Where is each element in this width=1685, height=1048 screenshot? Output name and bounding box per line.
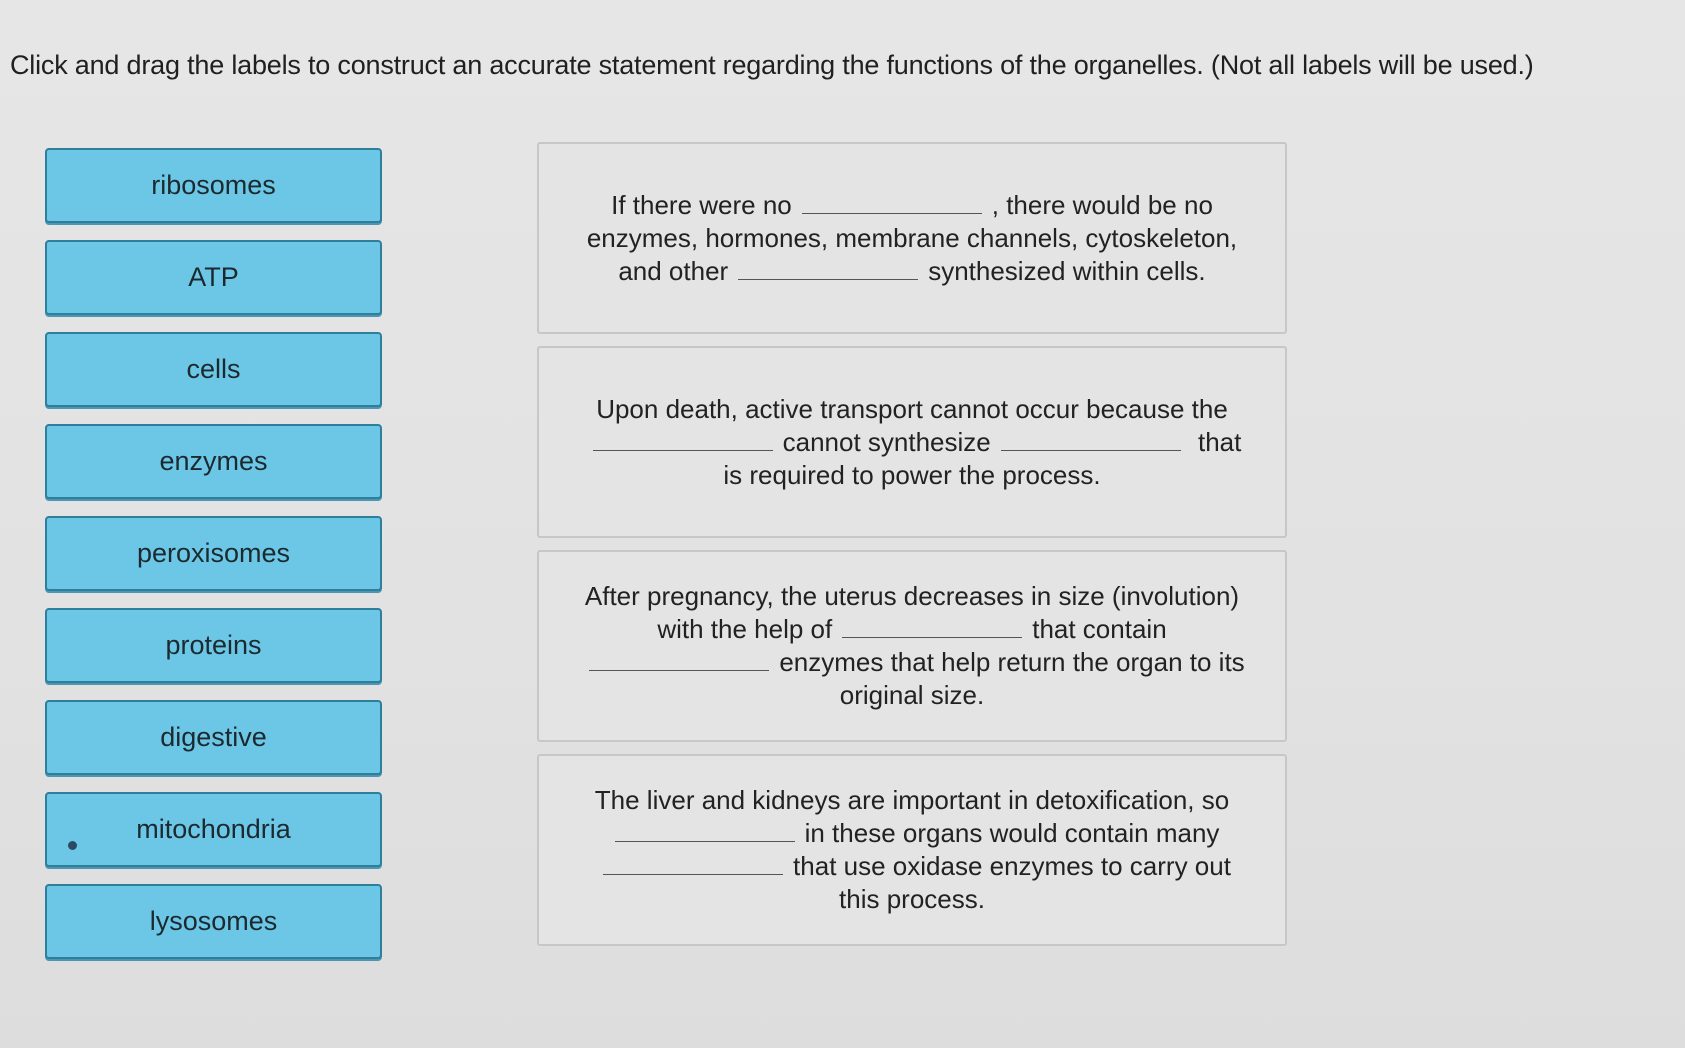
statements-area [537,142,1287,958]
statement-text [572,393,1252,492]
statement-box-3 [537,550,1287,742]
label-ribosomes[interactable]: ribosomes [45,148,382,223]
statement-part: If there were no [611,189,792,220]
drop-blank-2b[interactable] [1001,426,1181,451]
statement-text [572,189,1252,288]
statement-part: , there would be no enzymes, hormones, membrane channels, cytoskeleton, and other [586,189,1238,286]
statement-text [572,784,1252,916]
drop-blank-1a[interactable] [802,189,982,214]
drop-blank-2a[interactable] [593,426,773,451]
statement-box-2 [537,346,1287,538]
label-proteins[interactable]: proteins [45,608,382,683]
statement-part: that contain [1032,614,1167,644]
drop-blank-3a[interactable] [842,613,1022,638]
label-peroxisomes[interactable]: peroxisomes [45,516,382,591]
drop-blank-4b[interactable] [603,850,783,875]
label-mitochondria[interactable]: mitochondria [45,792,382,867]
statement-part: in these organs would contain many [804,818,1220,848]
drop-blank-3b[interactable] [589,646,769,671]
label-cells[interactable]: cells [45,332,382,407]
statement-part: that is required to power the process. [723,426,1242,490]
label-lysosomes[interactable]: lysosomes [45,884,382,959]
statement-box-4 [537,754,1287,946]
statement-box-1 [537,142,1287,334]
drop-blank-1b[interactable] [738,255,918,280]
statement-part: After pregnancy, the uterus decreases in size (involution) with the help of [584,581,1240,644]
drop-blank-4a[interactable] [615,817,795,842]
instructions-text: Click and drag the labels to construct an accurate statement regarding the functions of the organelles. (Not all labels will be used.) [10,50,1534,80]
bullet-dot [68,841,77,850]
label-digestive[interactable]: digestive [45,700,382,775]
statement-text [572,580,1252,712]
label-enzymes[interactable]: enzymes [45,424,382,499]
label-atp[interactable]: ATP [45,240,382,315]
statement-part: The liver and kidneys are important in detoxification, so [594,785,1230,815]
statement-part: synthesized within cells. [928,255,1206,286]
statement-part: Upon death, active transport cannot occur because the [596,393,1228,424]
label-bank [45,148,382,976]
statement-part: enzymes that help return the organ to its original size. [779,647,1245,710]
statement-part: cannot synthesize [782,426,991,457]
statement-part: that use oxidase enzymes to carry out this process. [793,851,1231,914]
